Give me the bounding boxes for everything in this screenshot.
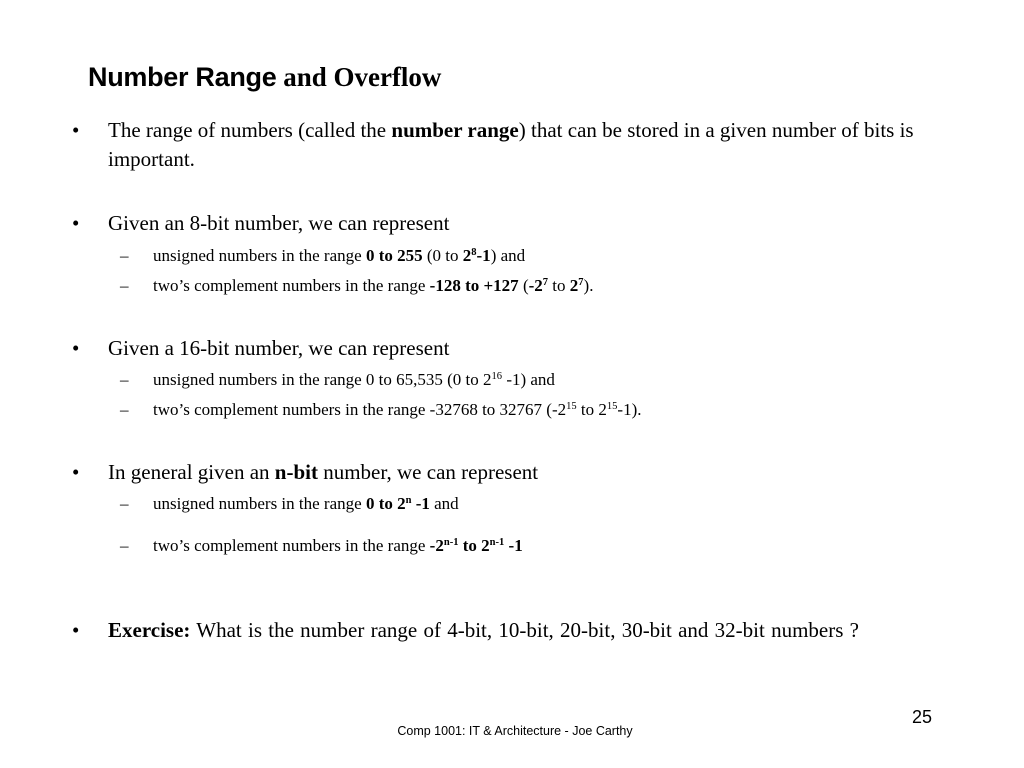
page-number: 25 — [912, 707, 933, 727]
sub-text: -1) and — [502, 370, 555, 389]
sub-bold: 0 to 2 — [365, 494, 406, 513]
bullet-text: In general given an — [108, 460, 275, 484]
sub-text: two’s complement numbers in the range — [153, 276, 430, 295]
dash-marker: – — [120, 246, 129, 265]
sub-text: unsigned numbers in the range — [153, 494, 366, 513]
sub-item-8-bit-unsigned — [120, 245, 993, 267]
sub-text: two’s complement numbers in the range -32768 to 32767 (-2 — [153, 400, 567, 419]
bullet-marker: • — [72, 460, 80, 484]
superscript: 7 — [542, 277, 549, 289]
sub-text: two’s complement numbers in the range — [153, 536, 430, 555]
sub-text: to — [548, 276, 570, 295]
bullet-text: number, we can represent — [317, 460, 539, 484]
bullet-text: Given an 8-bit number, we can represent — [108, 211, 450, 235]
bullet-text: The range of numbers (called the — [108, 118, 392, 142]
sub-item-n-bit-twos-complement — [120, 535, 993, 557]
title-part-1: Number Range — [88, 62, 277, 92]
exercise-label: Exercise: — [108, 618, 191, 642]
sub-item-n-bit-unsigned — [120, 493, 993, 515]
bullet-exercise — [72, 615, 997, 646]
sub-bold: -2 — [429, 536, 444, 555]
bullet-marker: • — [72, 118, 80, 142]
title-part-2: and Overflow — [276, 62, 442, 92]
sub-text: -1). — [617, 400, 642, 419]
bullet-marker: • — [72, 336, 80, 360]
superscript: n-1 — [443, 537, 459, 549]
sub-text: to 2 — [576, 400, 607, 419]
superscript: 16 — [491, 371, 503, 383]
bullet-n-bit — [72, 458, 997, 487]
sub-bold: 0 to 255 — [365, 246, 423, 265]
sub-bold: 2 — [462, 246, 472, 265]
sub-bold: -2 — [528, 276, 543, 295]
dash-marker: – — [120, 494, 129, 513]
sub-bold: -128 to +127 — [429, 276, 519, 295]
slide-title — [88, 56, 441, 94]
exercise-text: What is the number range of 4-bit, 10-bit, 20-bit, 30-bit and 32-bit numbers ? — [190, 618, 859, 642]
dash-marker: – — [120, 276, 129, 295]
sub-bold: 2 — [569, 276, 579, 295]
sub-text: and — [429, 494, 459, 513]
sub-text: ) and — [490, 246, 526, 265]
bullet-number-range-intro — [72, 116, 997, 174]
dash-marker: – — [120, 536, 129, 555]
superscript: n — [405, 495, 412, 507]
dash-marker: – — [120, 370, 129, 389]
superscript: 8 — [471, 247, 477, 259]
superscript: 15 — [606, 401, 618, 413]
dash-marker: – — [120, 400, 129, 419]
superscript: 15 — [566, 401, 577, 413]
sub-item-8-bit-twos-complement — [120, 275, 993, 297]
sub-text: (0 to — [422, 246, 463, 265]
sub-text: ). — [583, 276, 594, 295]
footer-text: Comp 1001: IT & Architecture - Joe Carthy — [397, 724, 633, 738]
sub-text: unsigned numbers in the range 0 to 65,535 (0 to 2 — [153, 370, 492, 389]
superscript: 7 — [578, 277, 584, 289]
bullet-16-bit — [72, 334, 997, 363]
bullet-text: Given a 16-bit number, we can represent — [108, 336, 450, 360]
superscript: n-1 — [489, 537, 505, 549]
bullet-bold-term: number range — [391, 118, 519, 142]
sub-bold: to 2 — [458, 536, 490, 555]
bullet-text: ) that can be stored in a given number of bits is important. — [108, 118, 914, 171]
sub-bold: -1 — [476, 246, 491, 265]
bullet-bold-term: n-bit — [274, 460, 318, 484]
bullet-marker: • — [72, 618, 80, 642]
sub-item-16-bit-twos-complement — [120, 399, 993, 421]
bullet-8-bit — [72, 209, 997, 238]
sub-text: ( — [518, 276, 529, 295]
sub-text: unsigned numbers in the range — [153, 246, 366, 265]
sub-item-16-bit-unsigned — [120, 369, 993, 391]
bullet-marker: • — [72, 211, 80, 235]
sub-bold: -1 — [411, 494, 430, 513]
sub-bold: -1 — [504, 536, 523, 555]
